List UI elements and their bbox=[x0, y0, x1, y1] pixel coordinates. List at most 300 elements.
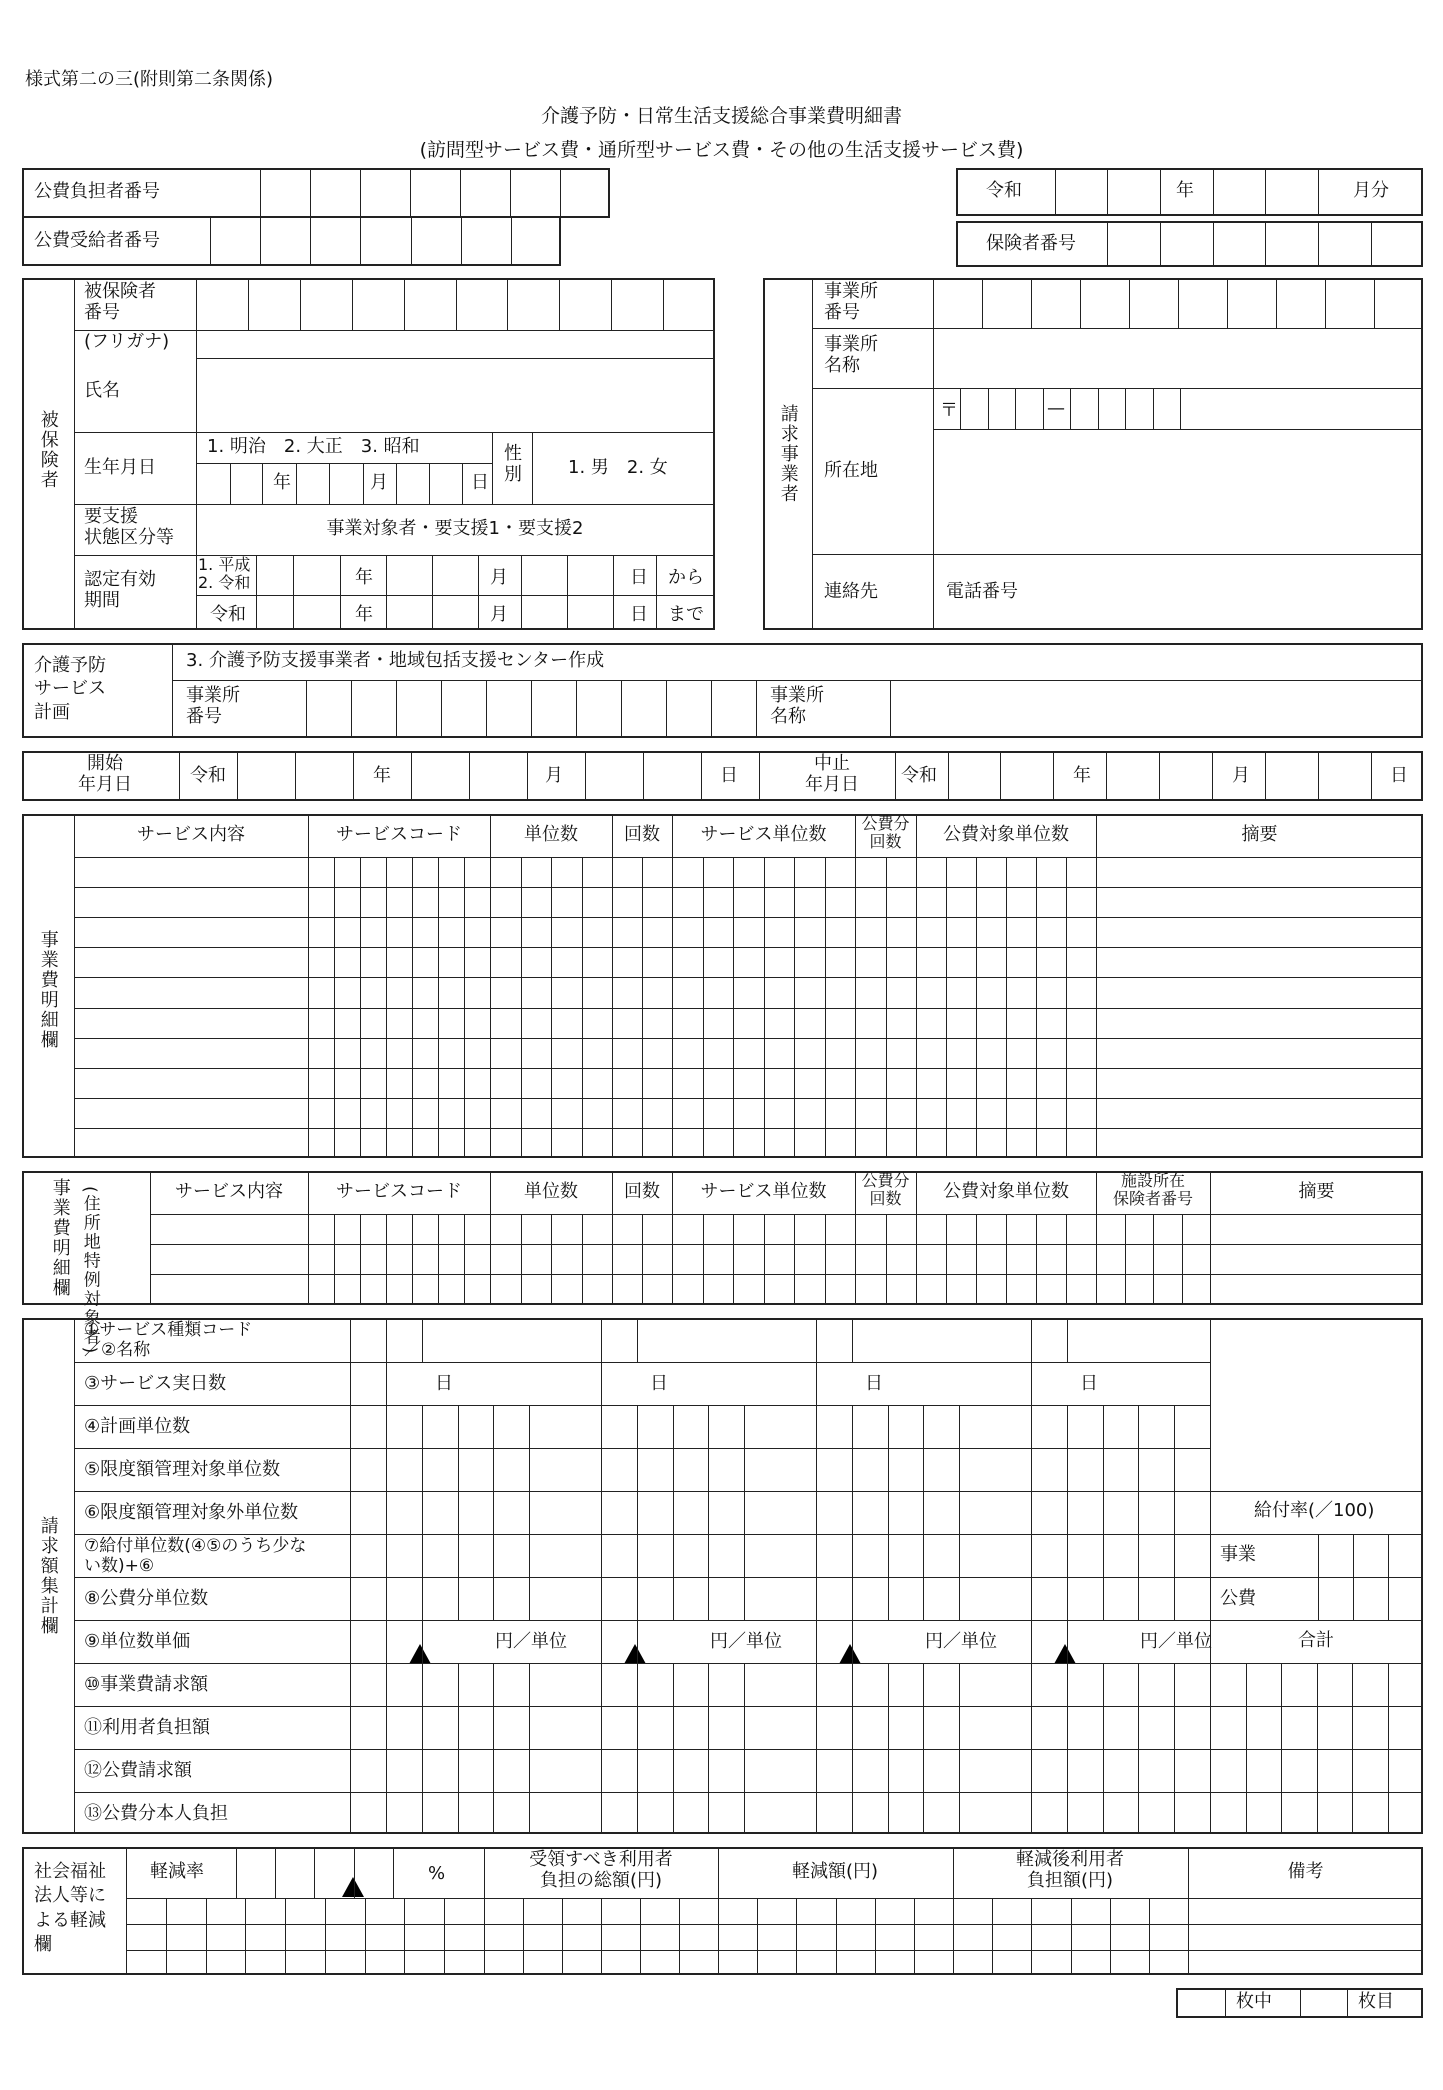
cell-divider bbox=[411, 751, 412, 801]
valid-from-label: から bbox=[668, 567, 704, 588]
rule-line bbox=[422, 1620, 423, 1663]
cell-divider bbox=[757, 1898, 758, 1975]
cell-divider bbox=[275, 1847, 276, 1898]
cell-divider bbox=[412, 857, 413, 1158]
cell-divider bbox=[1071, 1898, 1072, 1975]
benefit-rate-label: 給付率(／100) bbox=[1254, 1500, 1375, 1521]
cell-divider bbox=[1174, 1405, 1175, 1620]
rule-line bbox=[933, 429, 1423, 430]
cell-divider bbox=[441, 680, 442, 738]
support-level-label: 要支援 状態区分等 bbox=[84, 506, 174, 548]
cell-divider bbox=[1265, 168, 1266, 216]
cell-divider bbox=[1352, 1663, 1353, 1834]
cell-divider bbox=[1213, 221, 1214, 267]
cell-divider bbox=[1036, 1214, 1037, 1305]
valid-period-eras: 1. 平成 2. 令和 bbox=[198, 555, 251, 592]
cell-divider bbox=[438, 1214, 439, 1305]
address-label: 所在地 bbox=[824, 460, 878, 481]
rule-line bbox=[1210, 1318, 1211, 1834]
cell-divider bbox=[248, 278, 249, 330]
start-reiwa: 令和 bbox=[190, 765, 226, 786]
rule-line bbox=[74, 1620, 1423, 1621]
cell-divider bbox=[976, 1214, 977, 1305]
rule-line bbox=[601, 1362, 602, 1405]
sex-label: 性 別 bbox=[504, 443, 522, 485]
rule-line bbox=[196, 463, 492, 464]
cell-divider bbox=[551, 857, 552, 1158]
cell-divider bbox=[1371, 751, 1372, 801]
cell-divider bbox=[642, 1214, 643, 1305]
cell-divider bbox=[490, 814, 491, 1158]
details-header-1: サービスコード bbox=[336, 824, 462, 845]
cell-divider bbox=[444, 1898, 445, 1975]
cell-divider bbox=[559, 278, 560, 330]
rule-line bbox=[816, 1362, 817, 1405]
rule-line bbox=[812, 554, 1423, 555]
percent-label: % bbox=[428, 1863, 446, 1884]
cell-divider bbox=[946, 1214, 947, 1305]
rule-line bbox=[172, 643, 173, 738]
rule-line bbox=[74, 330, 715, 331]
cell-divider bbox=[601, 1898, 602, 1975]
rule-line bbox=[756, 680, 757, 738]
cell-divider bbox=[672, 1171, 673, 1305]
year-label: 年 bbox=[1176, 180, 1194, 201]
details-header-0: サービス内容 bbox=[137, 824, 245, 845]
cell-divider bbox=[711, 680, 712, 738]
rule-line bbox=[812, 388, 1423, 389]
cell-divider bbox=[612, 814, 613, 1158]
reduction-section-label: 社会福祉 法人等に よる軽減 欄 bbox=[34, 1861, 106, 1955]
cell-divider bbox=[976, 857, 977, 1158]
rule-line bbox=[74, 1749, 1423, 1750]
unit-price-decimal-marker-2 bbox=[624, 1644, 646, 1664]
cell-divider bbox=[521, 1214, 522, 1305]
stop-day: 日 bbox=[1390, 765, 1408, 786]
cell-divider bbox=[923, 1663, 924, 1834]
rule-line bbox=[196, 358, 715, 359]
cell-divider bbox=[484, 1847, 485, 1975]
cell-divider bbox=[492, 432, 493, 504]
cell-divider bbox=[640, 1898, 641, 1975]
cell-divider bbox=[422, 1663, 423, 1834]
details-header-5: 公費分 回数 bbox=[861, 814, 910, 851]
cell-divider bbox=[560, 168, 561, 217]
reduction-decimal-marker bbox=[342, 1877, 364, 1897]
remarks-label: 備考 bbox=[1287, 1861, 1324, 1882]
cell-divider bbox=[1031, 1405, 1032, 1620]
cell-divider bbox=[334, 857, 335, 1158]
cell-divider bbox=[852, 1318, 853, 1362]
cell-divider bbox=[637, 1663, 638, 1834]
cell-divider bbox=[285, 1898, 286, 1975]
cell-divider bbox=[260, 168, 261, 217]
cell-divider bbox=[1153, 388, 1154, 429]
benefit-business-label: 事業 bbox=[1220, 1544, 1256, 1565]
cell-divider bbox=[764, 857, 765, 1158]
cell-divider bbox=[744, 1663, 745, 1834]
insurer-no-label: 保険者番号 bbox=[986, 233, 1076, 254]
valid-period-label: 認定有効 期間 bbox=[84, 569, 156, 611]
cell-divider bbox=[531, 680, 532, 738]
cell-divider bbox=[1103, 1663, 1104, 1834]
details-special-header-7: 施設所在 保険者番号 bbox=[1112, 1171, 1193, 1208]
rule-line bbox=[1031, 1362, 1032, 1405]
rule-line bbox=[1318, 1534, 1319, 1620]
rule-line bbox=[22, 217, 561, 218]
cell-divider bbox=[923, 1405, 924, 1620]
details-header-4: サービス単位数 bbox=[700, 824, 827, 845]
cell-divider bbox=[914, 1898, 915, 1975]
cell-divider bbox=[493, 1663, 494, 1834]
cell-divider bbox=[642, 857, 643, 1158]
cell-divider bbox=[1031, 278, 1032, 328]
cell-divider bbox=[1371, 221, 1372, 267]
cell-divider bbox=[816, 1663, 817, 1834]
cell-divider bbox=[825, 857, 826, 1158]
cell-divider bbox=[666, 680, 667, 738]
cell-divider bbox=[855, 814, 856, 1158]
unit-price-label-4: 円／単位 bbox=[1140, 1631, 1212, 1652]
cell-divider bbox=[206, 1898, 207, 1975]
cell-divider bbox=[308, 1171, 309, 1305]
cell-divider bbox=[637, 1405, 638, 1620]
cell-divider bbox=[334, 1214, 335, 1305]
cell-divider bbox=[1106, 751, 1107, 801]
claims-row-label-8: ⑨単位数単価 bbox=[84, 1631, 191, 1652]
cell-divider bbox=[1015, 388, 1016, 429]
cell-divider bbox=[1180, 388, 1181, 429]
cell-divider bbox=[959, 1663, 960, 1834]
cell-divider bbox=[1070, 388, 1071, 429]
rule-line bbox=[74, 1663, 1423, 1664]
rule-line bbox=[852, 1620, 853, 1663]
cell-divider bbox=[490, 1171, 491, 1305]
cell-divider bbox=[429, 463, 430, 504]
cell-divider bbox=[916, 814, 917, 1158]
office-name-label: 事業所 名称 bbox=[824, 334, 878, 376]
rule-line bbox=[74, 1491, 1423, 1492]
cell-divider bbox=[511, 217, 512, 266]
cell-divider bbox=[679, 1898, 680, 1975]
form-title: 介護予防・日常生活支援総合事業費明細書 bbox=[540, 105, 902, 127]
cell-divider bbox=[438, 857, 439, 1158]
cell-divider bbox=[411, 217, 412, 266]
cell-divider bbox=[353, 751, 354, 801]
cell-divider bbox=[462, 463, 463, 504]
cell-divider bbox=[1388, 1534, 1389, 1620]
cell-divider bbox=[959, 1405, 960, 1620]
unit-price-decimal-marker-4 bbox=[1054, 1644, 1076, 1664]
cell-divider bbox=[673, 1663, 674, 1834]
postal-mark: 〒 bbox=[940, 400, 958, 421]
rule-line bbox=[126, 1924, 1423, 1925]
cell-divider bbox=[960, 388, 961, 429]
cell-divider bbox=[527, 751, 528, 801]
phone-label: 電話番号 bbox=[946, 581, 1018, 602]
cell-divider bbox=[386, 555, 387, 630]
cell-divider bbox=[1129, 278, 1130, 328]
details-header-6: 公費対象単位数 bbox=[943, 824, 1069, 845]
cell-divider bbox=[1031, 1663, 1032, 1834]
service-days-unit-1: 日 bbox=[435, 1373, 453, 1394]
cell-divider bbox=[179, 751, 180, 801]
service-days-unit-3: 日 bbox=[865, 1373, 883, 1394]
rule-line bbox=[1031, 1620, 1032, 1663]
rule-line bbox=[74, 977, 1423, 978]
rule-line bbox=[210, 217, 211, 266]
cell-divider bbox=[300, 278, 301, 330]
office-no-label: 事業所 番号 bbox=[824, 281, 878, 323]
claims-total-label: 合計 bbox=[1298, 1630, 1334, 1651]
cell-divider bbox=[816, 1405, 817, 1620]
claims-row-label-10: ⑪利用者負担額 bbox=[84, 1717, 210, 1738]
cell-divider bbox=[393, 1847, 394, 1898]
rule-line bbox=[74, 1318, 75, 1834]
cell-divider bbox=[703, 1214, 704, 1305]
cell-divider bbox=[1325, 278, 1326, 328]
unit-price-label-1: 円／単位 bbox=[495, 1631, 567, 1652]
claims-section-label: 請求額集計欄 bbox=[37, 1516, 59, 1636]
cell-divider bbox=[703, 857, 704, 1158]
cell-divider bbox=[733, 1214, 734, 1305]
unit-price-label-2: 円／単位 bbox=[710, 1631, 782, 1652]
claims-row-label-5: ⑥限度額管理対象外単位数 bbox=[84, 1502, 299, 1523]
cell-divider bbox=[1178, 278, 1179, 328]
cell-divider bbox=[295, 751, 296, 801]
cell-divider bbox=[663, 278, 664, 330]
cell-divider bbox=[325, 1898, 326, 1975]
cell-divider bbox=[916, 1171, 917, 1305]
cell-divider bbox=[363, 463, 364, 504]
start-month: 月 bbox=[545, 765, 563, 786]
cell-divider bbox=[562, 1898, 563, 1975]
cell-divider bbox=[601, 1405, 602, 1620]
rule-line bbox=[306, 680, 307, 738]
birth-year-label: 年 bbox=[273, 472, 291, 493]
cell-divider bbox=[1227, 278, 1228, 328]
cell-divider bbox=[296, 463, 297, 504]
cell-divider bbox=[852, 1405, 853, 1620]
rule-line bbox=[1067, 1620, 1068, 1663]
cell-divider bbox=[1066, 1214, 1067, 1305]
rule-line bbox=[816, 1620, 817, 1663]
rule-line bbox=[126, 1898, 1423, 1899]
cell-divider bbox=[469, 751, 470, 801]
cell-divider bbox=[236, 1847, 237, 1898]
cell-divider bbox=[836, 1898, 837, 1975]
claims-row-label-6: ⑦給付単位数(④⑤のうち少な い数)+⑥ bbox=[84, 1536, 307, 1577]
cell-divider bbox=[432, 555, 433, 630]
rule-line bbox=[126, 1950, 1423, 1951]
cell-divider bbox=[764, 1214, 765, 1305]
cell-divider bbox=[886, 857, 887, 1158]
valid-until-reiwa: 令和 bbox=[210, 604, 246, 625]
cell-divider bbox=[946, 857, 947, 1158]
rule-line bbox=[74, 555, 715, 556]
rule-line bbox=[74, 1448, 1210, 1449]
rule-line bbox=[74, 887, 1423, 888]
cell-divider bbox=[1318, 168, 1319, 216]
cell-divider bbox=[352, 278, 353, 330]
rule-line bbox=[933, 278, 934, 630]
provider-box bbox=[763, 278, 1423, 630]
cell-divider bbox=[360, 217, 361, 266]
cell-divider bbox=[360, 857, 361, 1158]
cell-divider bbox=[422, 1318, 423, 1362]
details-special-header-6: 公費対象単位数 bbox=[943, 1181, 1069, 1202]
cell-divider bbox=[992, 1898, 993, 1975]
rule-line bbox=[74, 814, 75, 1158]
cell-divider bbox=[464, 1214, 465, 1305]
reduction-rate-label: 軽減率 bbox=[150, 1861, 204, 1882]
cell-divider bbox=[1281, 1663, 1282, 1834]
plan-office-name-label: 事業所 名称 bbox=[770, 685, 824, 727]
rule-line bbox=[350, 1318, 351, 1834]
cell-divider bbox=[310, 168, 311, 217]
cell-divider bbox=[733, 857, 734, 1158]
cell-divider bbox=[585, 751, 586, 801]
cell-divider bbox=[1353, 1534, 1354, 1620]
cell-divider bbox=[329, 463, 330, 504]
cell-divider bbox=[582, 1214, 583, 1305]
rule-line bbox=[74, 504, 715, 505]
reiwa-label: 令和 bbox=[986, 180, 1022, 201]
cell-divider bbox=[308, 814, 309, 1158]
cell-divider bbox=[529, 1405, 530, 1620]
rule-line bbox=[601, 1620, 602, 1663]
details-header-2: 単位数 bbox=[524, 824, 578, 845]
cell-divider bbox=[386, 1663, 387, 1834]
reduction-amount-label: 軽減額(円) bbox=[791, 1861, 879, 1882]
name-label: 氏名 bbox=[84, 380, 120, 401]
cell-divider bbox=[521, 857, 522, 1158]
cell-divider bbox=[360, 168, 361, 217]
cell-divider bbox=[354, 1847, 355, 1898]
cell-divider bbox=[852, 1663, 853, 1834]
cell-divider bbox=[507, 278, 508, 330]
cell-divider bbox=[456, 278, 457, 330]
cell-divider bbox=[1067, 1318, 1068, 1362]
cell-divider bbox=[1276, 278, 1277, 328]
burden-total-label: 受領すべき利用者 負担の総額(円) bbox=[529, 1849, 673, 1891]
details-special-header-8: 摘要 bbox=[1298, 1181, 1335, 1202]
cell-divider bbox=[1006, 1214, 1007, 1305]
cell-divider bbox=[256, 555, 257, 630]
cell-divider bbox=[237, 751, 238, 801]
cell-divider bbox=[1246, 1663, 1247, 1834]
service-days-unit-4: 日 bbox=[1080, 1373, 1098, 1394]
cell-divider bbox=[396, 680, 397, 738]
cell-divider bbox=[422, 1405, 423, 1620]
cell-divider bbox=[988, 388, 989, 429]
cell-divider bbox=[1159, 751, 1160, 801]
cell-divider bbox=[1149, 1898, 1150, 1975]
cell-divider bbox=[656, 555, 657, 630]
cell-divider bbox=[262, 463, 263, 504]
cell-divider bbox=[1125, 1214, 1126, 1305]
cell-divider bbox=[461, 217, 462, 266]
cell-divider bbox=[718, 1847, 719, 1975]
rule-line bbox=[150, 1171, 151, 1305]
cell-divider bbox=[1066, 857, 1067, 1158]
claims-row-label-12: ⑬公費分本人負担 bbox=[84, 1803, 228, 1824]
sheets-current-label: 枚目 bbox=[1358, 1991, 1394, 2012]
rule-line bbox=[890, 680, 891, 738]
plan-office-no-label: 事業所 番号 bbox=[186, 685, 240, 727]
public-recipient-no-label: 公費受給者番号 bbox=[34, 230, 160, 251]
details-special-header-3: 回数 bbox=[624, 1181, 660, 1202]
cell-divider bbox=[1160, 221, 1161, 267]
cell-divider bbox=[612, 1171, 613, 1305]
cell-divider bbox=[1000, 751, 1001, 801]
cell-divider bbox=[1300, 1988, 1301, 2018]
cell-divider bbox=[260, 217, 261, 266]
provider-section-label: 請求事業者 bbox=[777, 404, 799, 504]
start-year: 年 bbox=[373, 765, 391, 786]
cell-divider bbox=[567, 555, 568, 630]
rule-line bbox=[150, 1244, 1423, 1245]
rule-line bbox=[1210, 1534, 1423, 1535]
valid-from-year: 年 bbox=[355, 567, 373, 588]
cell-divider bbox=[464, 857, 465, 1158]
start-date-label: 開始 年月日 bbox=[78, 753, 132, 795]
cell-divider bbox=[1125, 388, 1126, 429]
cell-divider bbox=[1036, 857, 1037, 1158]
details-box bbox=[22, 814, 1423, 1158]
cell-divider bbox=[1265, 751, 1266, 801]
cell-divider bbox=[365, 1898, 366, 1975]
cell-divider bbox=[460, 168, 461, 217]
cell-divider bbox=[825, 1214, 826, 1305]
valid-until-month: 月 bbox=[490, 604, 508, 625]
rule-line bbox=[812, 278, 813, 630]
cell-divider bbox=[1138, 1405, 1139, 1620]
cell-divider bbox=[1318, 751, 1319, 801]
details-special-header-2: 単位数 bbox=[524, 1181, 578, 1202]
cell-divider bbox=[576, 680, 577, 738]
details-special-section-label: 事業費明細欄 bbox=[49, 1178, 71, 1298]
rule-line bbox=[74, 1038, 1423, 1039]
cell-divider bbox=[613, 555, 614, 630]
cell-divider bbox=[532, 432, 533, 504]
details-section-label: 事業費明細欄 bbox=[37, 930, 59, 1050]
cell-divider bbox=[1153, 1214, 1154, 1305]
unit-price-decimal-marker-3 bbox=[839, 1644, 861, 1664]
cell-divider bbox=[360, 1214, 361, 1305]
claims-row-label-7: ⑧公費分単位数 bbox=[84, 1588, 209, 1609]
cell-divider bbox=[529, 1663, 530, 1834]
rule-line bbox=[74, 1098, 1423, 1099]
details-header-7: 摘要 bbox=[1241, 824, 1278, 845]
cell-divider bbox=[601, 1663, 602, 1834]
claims-row-label-9: ⑩事業費請求額 bbox=[84, 1674, 209, 1695]
cell-divider bbox=[551, 1214, 552, 1305]
cell-divider bbox=[1055, 168, 1056, 216]
cell-divider bbox=[486, 680, 487, 738]
details-special-section-sub: (住所地特例対象者) bbox=[79, 1186, 100, 1356]
rule-line bbox=[74, 1792, 1423, 1793]
cell-divider bbox=[386, 857, 387, 1158]
start-day: 日 bbox=[720, 765, 738, 786]
stop-reiwa: 令和 bbox=[901, 765, 937, 786]
cell-divider bbox=[478, 555, 479, 630]
service-days-unit-2: 日 bbox=[650, 1373, 668, 1394]
cell-divider bbox=[510, 168, 511, 217]
cell-divider bbox=[643, 751, 644, 801]
details-special-header-4: サービス単位数 bbox=[700, 1181, 827, 1202]
sheets-total-label: 枚中 bbox=[1236, 1991, 1272, 2012]
